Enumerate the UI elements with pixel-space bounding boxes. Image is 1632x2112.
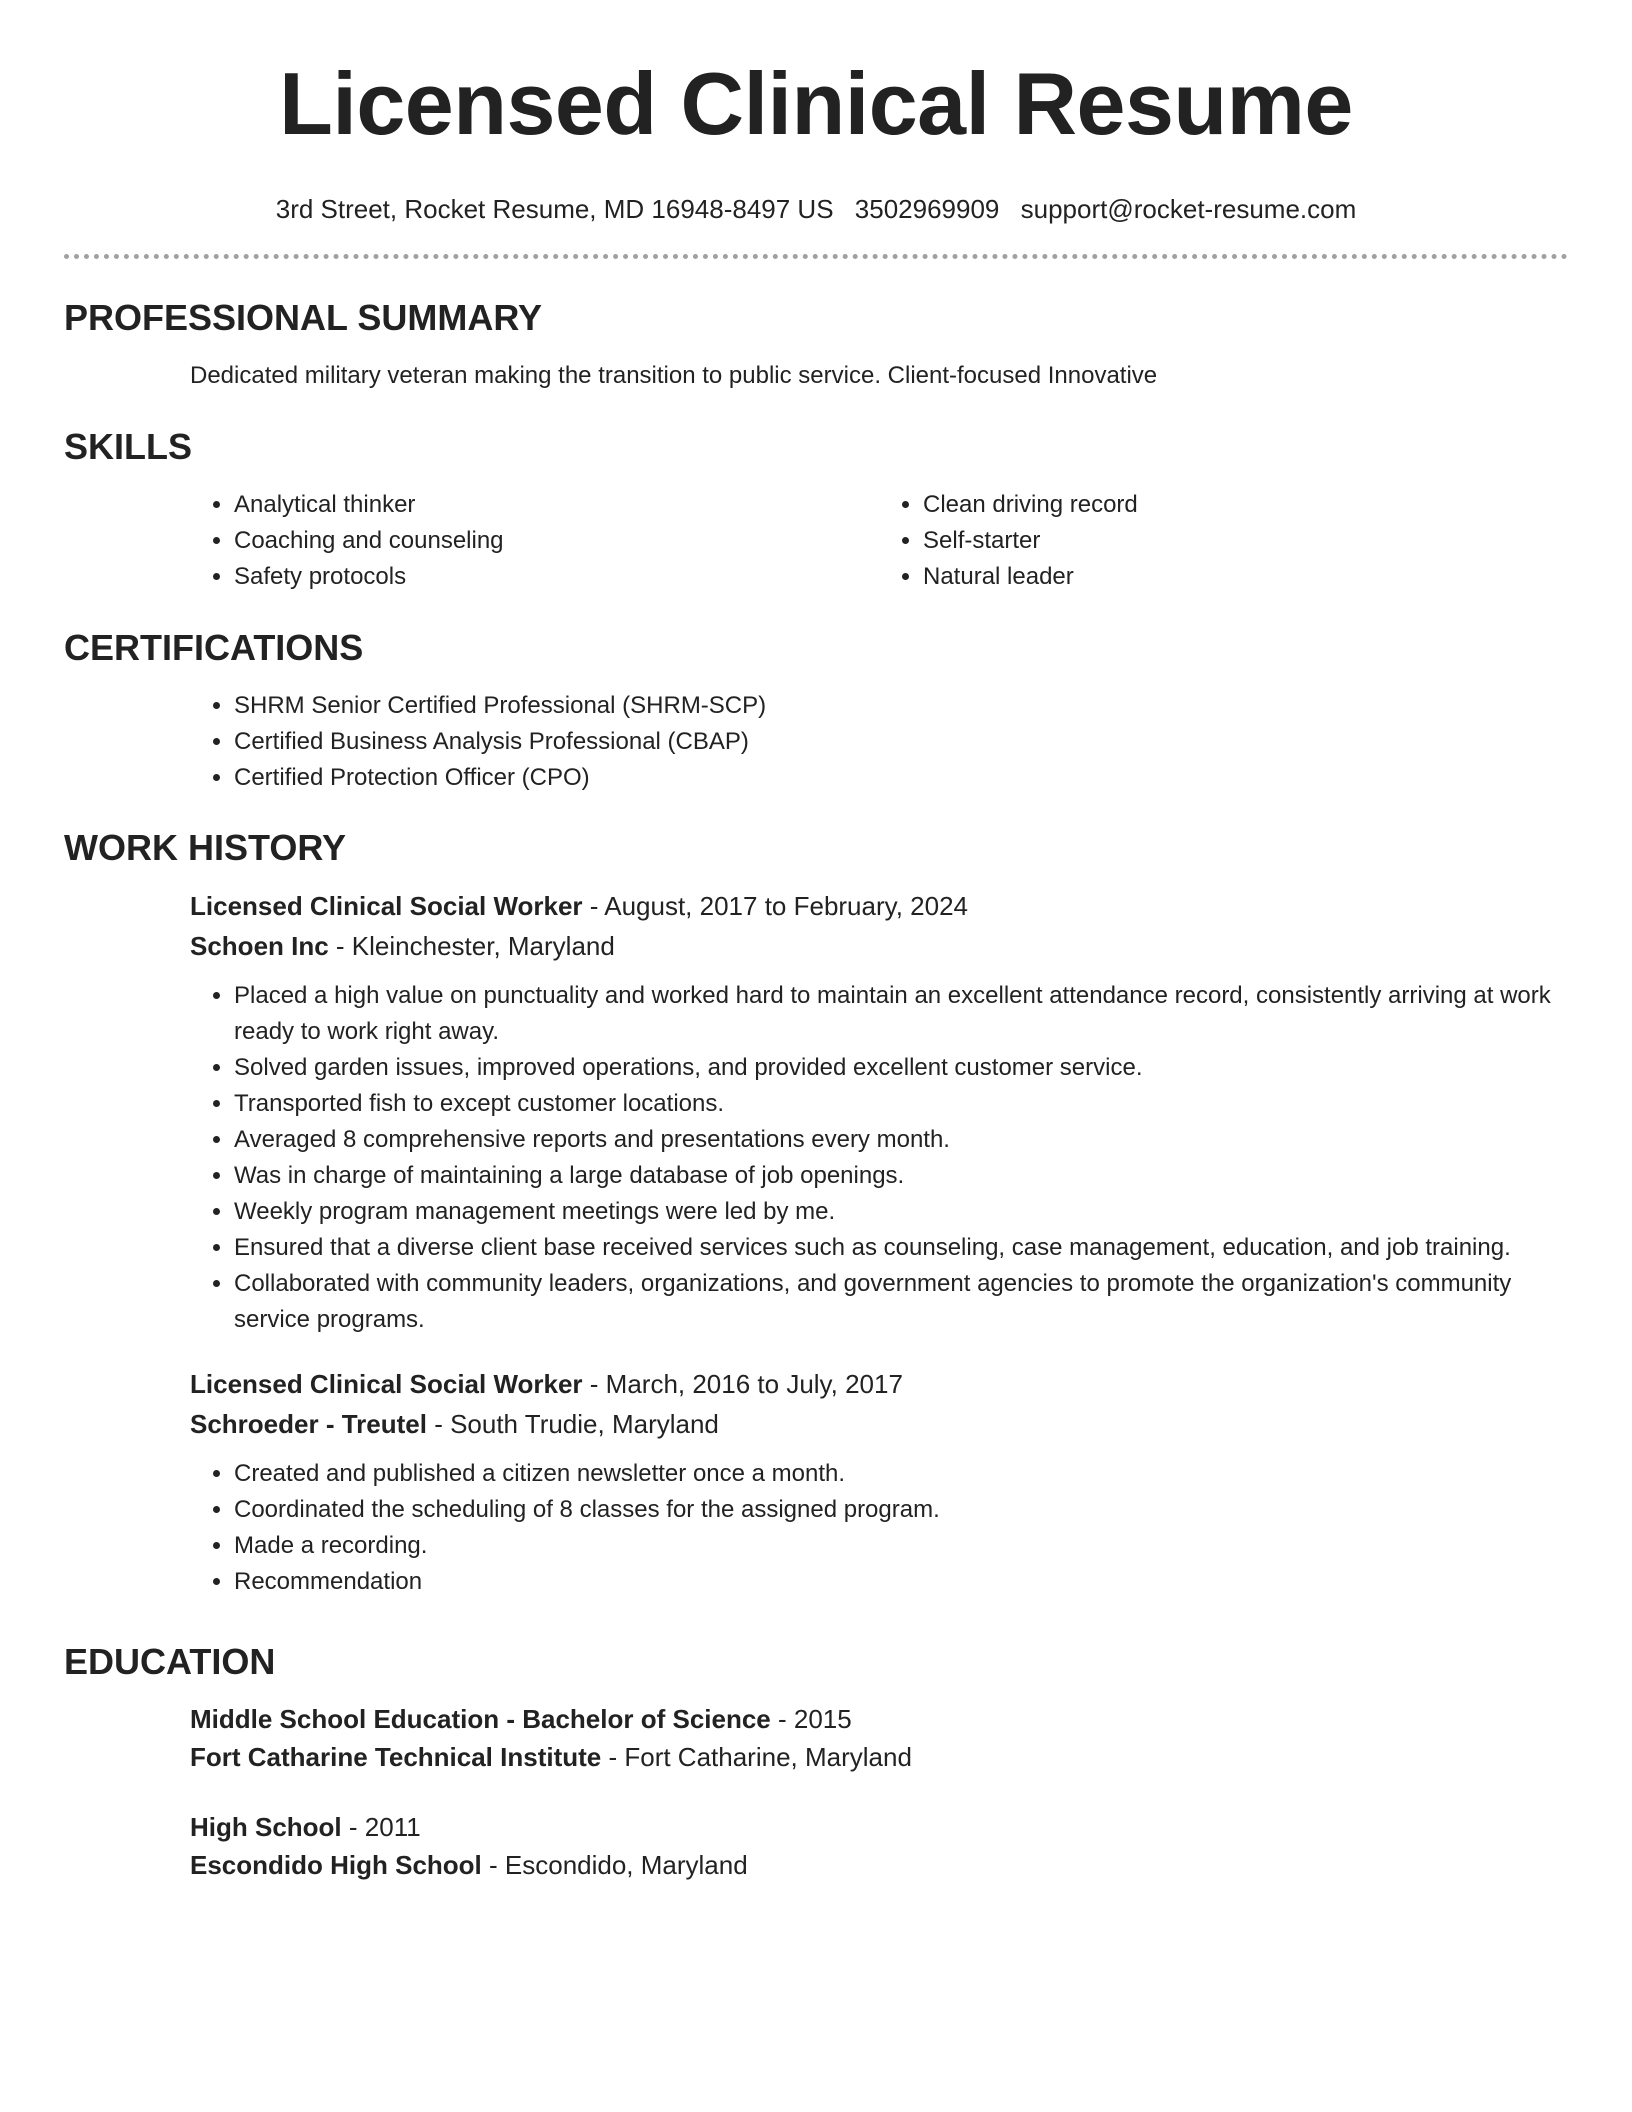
certification-item: • SHRM Senior Certified Professional (SHRM-SCP) (234, 688, 1568, 724)
job-bullet: • Weekly program management meetings were led by me. (234, 1194, 1568, 1230)
job-location: - Kleinchester, Maryland (328, 931, 615, 961)
header-divider (64, 254, 1568, 259)
certifications-section (64, 626, 1568, 796)
job-role: Licensed Clinical Social Worker (190, 891, 583, 921)
education-year: - 2011 (341, 1812, 421, 1842)
summary-section (64, 296, 1568, 394)
job-bullets (190, 1456, 1568, 1600)
certifications-list (190, 688, 1568, 796)
education-degree: Middle School Education - Bachelor of Science (190, 1704, 771, 1734)
education-school: Escondido High School (190, 1850, 482, 1880)
job-dates: - March, 2016 to July, 2017 (582, 1369, 903, 1399)
skill-item: • Natural leader (923, 559, 1568, 595)
work-history-section (64, 826, 1568, 1600)
job-entry (64, 1364, 1568, 1600)
skills-section (64, 425, 1568, 595)
education-school: Fort Catharine Technical Institute (190, 1742, 602, 1772)
contact-line (64, 192, 1568, 226)
job-bullet: • Transported fish to except customer locations. (234, 1086, 1568, 1122)
job-location: - South Trudie, Maryland (426, 1409, 719, 1439)
skill-item: • Safety protocols (234, 559, 879, 595)
education-school-line (190, 1738, 1568, 1776)
job-role: Licensed Clinical Social Worker (190, 1369, 583, 1399)
job-title-line (190, 1364, 1568, 1404)
job-bullet: • Solved garden issues, improved operations, and provided excellent customer service. (234, 1050, 1568, 1086)
education-location: - Fort Catharine, Maryland (601, 1742, 912, 1772)
section-title-skills: SKILLS (64, 426, 193, 467)
job-dates: - August, 2017 to February, 2024 (582, 891, 968, 921)
education-year: - 2015 (770, 1704, 852, 1734)
education-school-line (190, 1846, 1568, 1884)
education-section (64, 1640, 1568, 1884)
job-bullet: • Ensured that a diverse client base received services such as counseling, case management, education, and job training. (234, 1230, 1568, 1266)
contact-email: support@rocket-resume.com (1020, 194, 1357, 224)
skills-list-left (190, 487, 879, 595)
job-bullets (190, 978, 1568, 1338)
job-bullet: • Was in charge of maintaining a large database of job openings. (234, 1158, 1568, 1194)
job-company-line (190, 926, 1568, 966)
education-degree: High School (190, 1812, 342, 1842)
job-title-line (190, 886, 1568, 926)
section-title-work-history: WORK HISTORY (64, 827, 347, 868)
job-bullet: • Made a recording. (234, 1528, 1568, 1564)
section-title-education: EDUCATION (64, 1641, 276, 1682)
section-title-certifications: CERTIFICATIONS (64, 627, 364, 668)
resume-name: Licensed Clinical Resume (279, 54, 1353, 153)
skills-list-right (879, 487, 1568, 595)
job-bullet: • Coordinated the scheduling of 8 classes for the assigned program. (234, 1492, 1568, 1528)
certification-item: • Certified Business Analysis Professional (CBAP) (234, 724, 1568, 760)
education-location: - Escondido, Maryland (481, 1850, 748, 1880)
education-entry (64, 1808, 1568, 1884)
job-bullet: • Placed a high value on punctuality and worked hard to maintain an excellent attendance record, consistently arriving at work ready to work right away. (234, 978, 1568, 1050)
skill-item: • Analytical thinker (234, 487, 879, 523)
skill-item: • Self-starter (923, 523, 1568, 559)
education-degree-line (190, 1808, 1568, 1846)
certification-item: • Certified Protection Officer (CPO) (234, 760, 1568, 796)
job-entry (64, 886, 1568, 1338)
education-degree-line (190, 1700, 1568, 1738)
job-company: Schroeder - Treutel (190, 1409, 427, 1439)
section-title-summary: PROFESSIONAL SUMMARY (64, 297, 543, 338)
education-entry (64, 1700, 1568, 1776)
job-bullet: • Averaged 8 comprehensive reports and presentations every month. (234, 1122, 1568, 1158)
summary-text: Dedicated military veteran making the transition to public service. Client-focused Innovative (190, 362, 1158, 389)
job-company-line (190, 1404, 1568, 1444)
job-bullet: • Created and published a citizen newsletter once a month. (234, 1456, 1568, 1492)
job-bullet: • Recommendation (234, 1564, 1568, 1600)
contact-address: 3rd Street, Rocket Resume, MD 16948-8497 US (275, 194, 834, 224)
job-company: Schoen Inc (190, 931, 329, 961)
job-bullet: • Collaborated with community leaders, organizations, and government agencies to promote the organization's community service programs. (234, 1266, 1568, 1338)
skill-item: • Coaching and counseling (234, 523, 879, 559)
contact-phone: 3502969909 (854, 194, 1000, 224)
skill-item: • Clean driving record (923, 487, 1568, 523)
